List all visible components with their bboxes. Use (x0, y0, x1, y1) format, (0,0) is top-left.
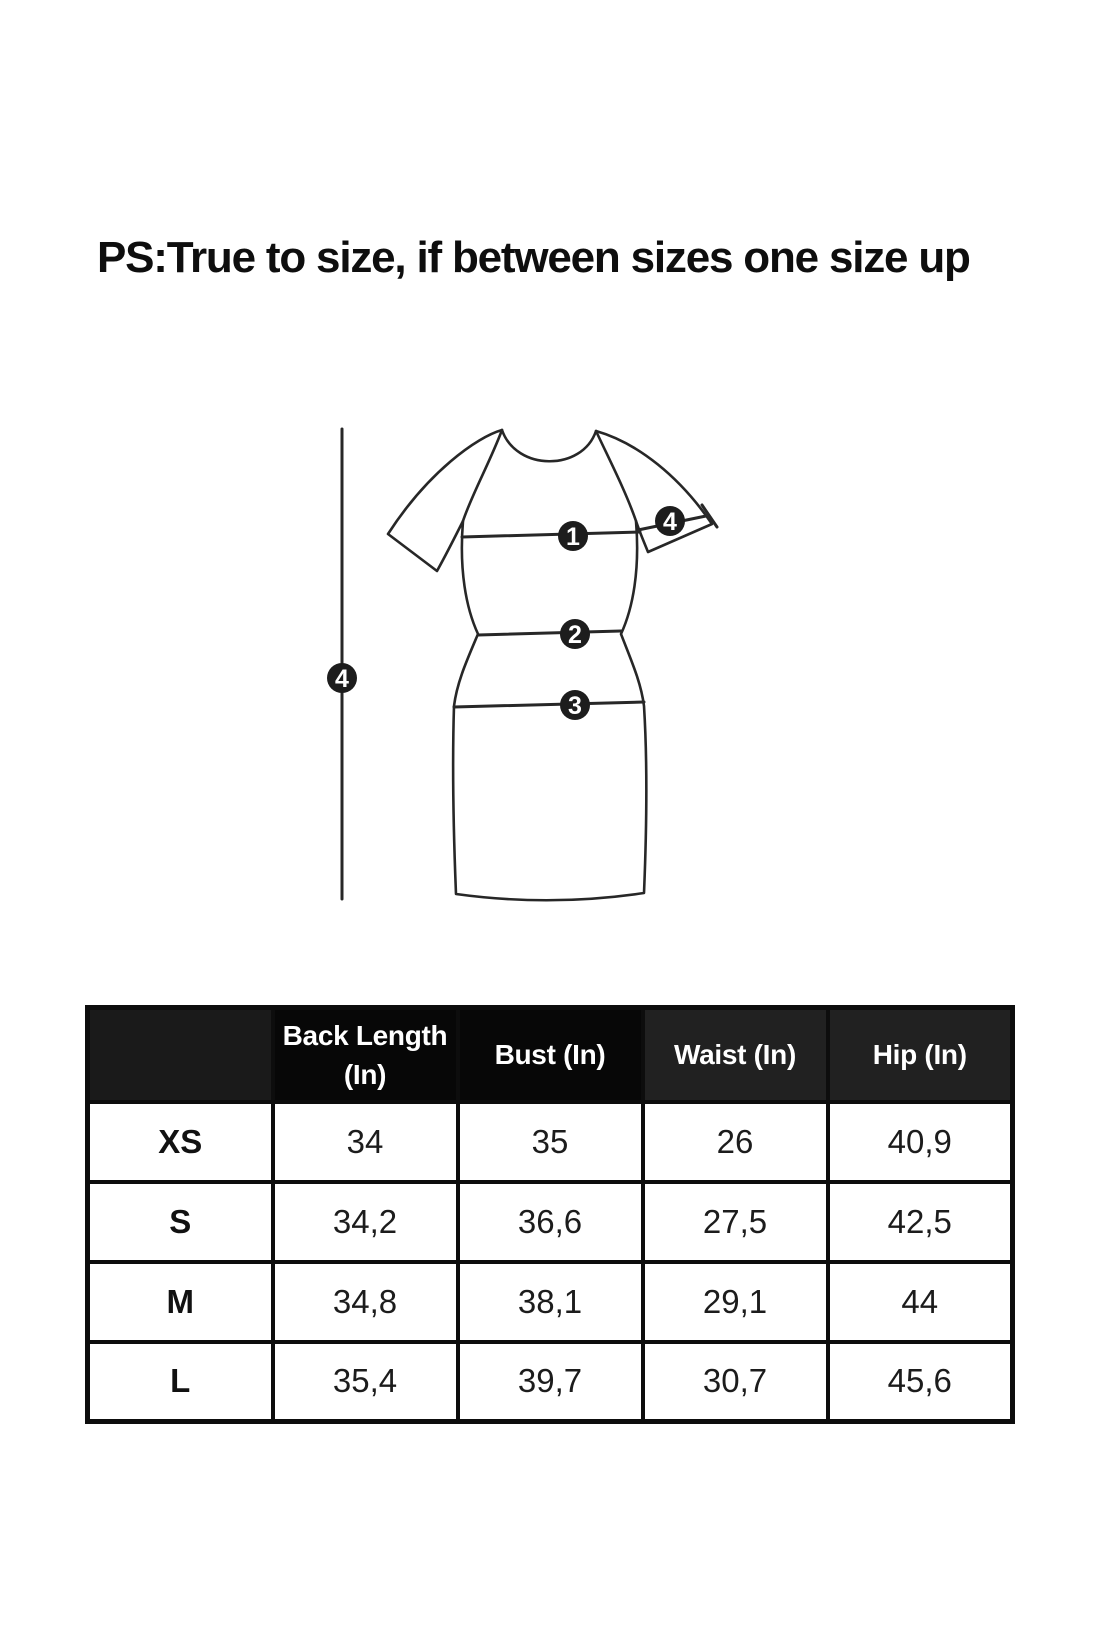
value-cell: 34 (273, 1102, 458, 1182)
dress-outline (388, 430, 712, 900)
value-cell: 26 (643, 1102, 828, 1182)
marker-back-length-number: 4 (335, 665, 349, 693)
header-row (88, 1008, 1013, 1102)
table-row-s (88, 1182, 1013, 1262)
value-cell: 35 (458, 1102, 643, 1182)
page-title: PS:True to size, if between sizes one size up (97, 233, 970, 282)
size-label: S (88, 1182, 273, 1262)
size-label: XS (88, 1102, 273, 1182)
dress-measurement-diagram (300, 400, 740, 915)
size-table-body (88, 1102, 1013, 1422)
value-cell: 35,4 (273, 1342, 458, 1422)
marker-waist-badge (560, 619, 590, 649)
value-cell: 36,6 (458, 1182, 643, 1262)
marker-back-length-badge (327, 663, 357, 693)
table-row-m (88, 1262, 1013, 1342)
value-cell: 40,9 (828, 1102, 1013, 1182)
marker-hip-badge (560, 690, 590, 720)
column-header-hip: Hip (In) (828, 1008, 1013, 1102)
column-header-bust: Bust (In) (458, 1008, 643, 1102)
value-cell: 34,2 (273, 1182, 458, 1262)
value-cell: 45,6 (828, 1342, 1013, 1422)
marker-sleeve-number: 4 (663, 508, 677, 536)
marker-bust-number: 1 (566, 523, 580, 551)
column-header-back-length: Back Length (In) (273, 1008, 458, 1102)
value-cell: 34,8 (273, 1262, 458, 1342)
value-cell: 44 (828, 1262, 1013, 1342)
value-cell: 29,1 (643, 1262, 828, 1342)
table-row-xs (88, 1102, 1013, 1182)
size-label: L (88, 1342, 273, 1422)
column-header-empty (88, 1008, 273, 1102)
marker-waist-number: 2 (568, 621, 582, 649)
marker-bust-badge (558, 521, 588, 551)
value-cell: 27,5 (643, 1182, 828, 1262)
size-table-header (88, 1008, 1013, 1102)
marker-sleeve-badge (655, 506, 685, 536)
value-cell: 39,7 (458, 1342, 643, 1422)
value-cell: 30,7 (643, 1342, 828, 1422)
size-label: M (88, 1262, 273, 1342)
value-cell: 38,1 (458, 1262, 643, 1342)
marker-hip-number: 3 (568, 692, 582, 720)
value-cell: 42,5 (828, 1182, 1013, 1262)
column-header-waist: Waist (In) (643, 1008, 828, 1102)
table-row-l (88, 1342, 1013, 1422)
size-table (85, 1005, 1015, 1424)
